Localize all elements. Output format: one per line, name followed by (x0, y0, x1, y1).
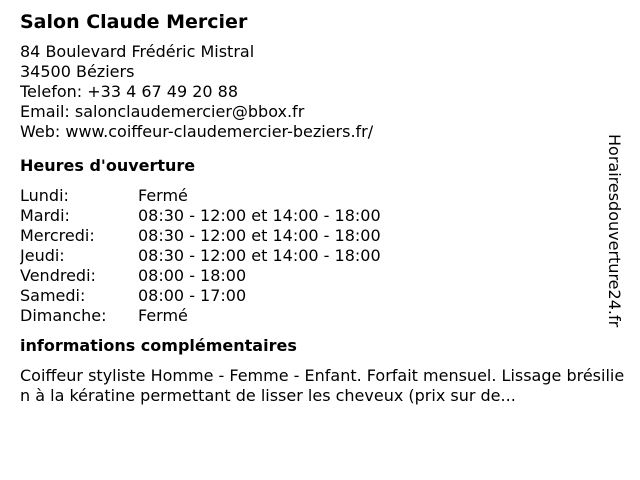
hours-row-thursday (20, 246, 632, 266)
site-watermark: Horairesdouverture24.fr (605, 134, 624, 328)
additional-info-heading: informations complémentaires (20, 336, 297, 355)
hours-value: 08:30 - 12:00 et 14:00 - 18:00 (138, 226, 381, 245)
hours-day-label: Samedi: (20, 286, 86, 305)
hours-row-monday (20, 186, 632, 206)
hours-value: 08:30 - 12:00 et 14:00 - 18:00 (138, 246, 381, 265)
opening-hours-table (20, 186, 632, 326)
hours-value: 08:00 - 17:00 (138, 286, 247, 305)
hours-day-label: Mercredi: (20, 226, 95, 245)
hours-day-label: Lundi: (20, 186, 69, 205)
hours-row-friday (20, 266, 632, 286)
hours-value: 08:30 - 12:00 et 14:00 - 18:00 (138, 206, 381, 225)
salon-info-card (20, 10, 632, 406)
opening-hours-heading: Heures d'ouverture (20, 156, 196, 175)
hours-row-tuesday (20, 206, 632, 226)
email-line: Email: salonclaudemercier@bbox.fr (20, 102, 305, 121)
address-city: 34500 Béziers (20, 62, 135, 81)
hours-day-label: Vendredi: (20, 266, 96, 285)
hours-day-label: Mardi: (20, 206, 70, 225)
hours-row-saturday (20, 286, 632, 306)
salon-name: Salon Claude Mercier (20, 11, 248, 33)
hours-day-label: Jeudi: (20, 246, 65, 265)
address-street: 84 Boulevard Frédéric Mistral (20, 42, 255, 61)
phone-line: Telefon: +33 4 67 49 20 88 (20, 82, 239, 101)
hours-day-label: Dimanche: (20, 306, 107, 325)
website-line: Web: www.coiffeur-claudemercier-beziers.fr/ (20, 122, 374, 141)
hours-value: 08:00 - 18:00 (138, 266, 247, 285)
additional-info-description: Coiffeur styliste Homme - Femme - Enfant. Forfait mensuel. Lissage brésilien à la kératine permettant de lisser les cheveux (prix sur de... (20, 366, 625, 405)
hours-row-sunday (20, 306, 632, 326)
hours-value: Fermé (138, 306, 188, 325)
hours-row-wednesday (20, 226, 632, 246)
hours-value: Fermé (138, 186, 188, 205)
